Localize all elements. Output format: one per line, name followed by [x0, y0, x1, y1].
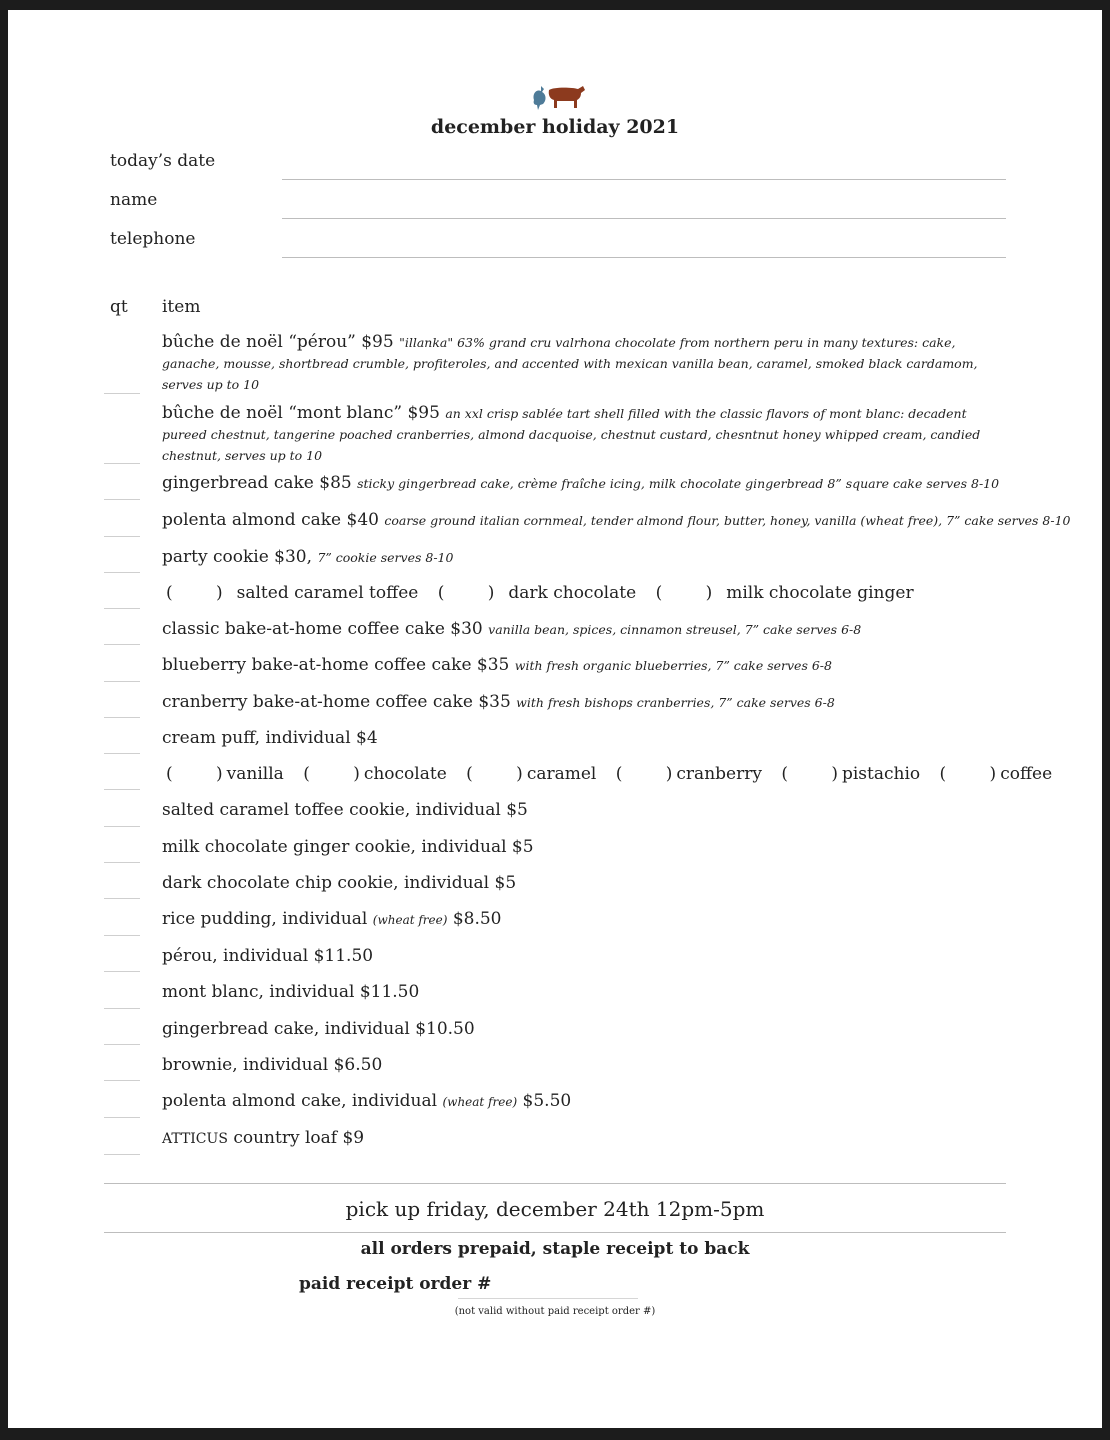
option-label: pistachio — [841, 764, 921, 784]
item-column-header: item — [162, 297, 201, 317]
quantity-field[interactable] — [104, 1044, 140, 1045]
item-description: "illanka" 63% grand cru valrhona chocolate from northern peru in many textures: cake, ganache, mousse, shortbread crumble, profiteroles, and accented with mexican vanilla bean, caramel, smoked black cardamom, serves up to 10 — [162, 335, 978, 392]
item-name: polenta almond cake, individual — [162, 1091, 438, 1111]
item-name: blueberry bake-at-home coffee cake $35 — [162, 655, 510, 675]
item-name: salted caramel toffee cookie, individual $5 — [162, 800, 528, 820]
option-label: milk chocolate ginger — [726, 583, 914, 603]
item-brand: ATTICUS — [162, 1131, 228, 1147]
receipt-note: (not valid without paid receipt order #) — [454, 1306, 656, 1317]
item-name: pérou, individual $11.50 — [162, 946, 374, 966]
list-item — [162, 473, 1000, 494]
item-name: brownie, individual $6.50 — [162, 1055, 383, 1075]
item-name: classic bake-at-home coffee cake $30 — [162, 619, 483, 639]
item-name: bûche de noël “mont blanc” $95 — [162, 403, 440, 423]
option-label: coffee — [1000, 764, 1053, 784]
list-item — [162, 946, 992, 967]
list-item — [162, 1128, 992, 1150]
quantity-field[interactable] — [104, 1008, 140, 1009]
option-label: dark chocolate — [508, 583, 637, 603]
quantity-field[interactable] — [104, 898, 140, 899]
quantity-field[interactable] — [104, 789, 140, 790]
list-item — [162, 510, 1071, 531]
divider — [104, 1183, 1006, 1184]
todays-date-field[interactable] — [282, 179, 1006, 180]
option-label: caramel — [526, 764, 597, 784]
option-checkbox[interactable]: ( ) — [615, 764, 673, 784]
option-label: vanilla — [226, 764, 284, 784]
quantity-field[interactable] — [104, 393, 140, 394]
item-description: vanilla bean, spices, cinnamon streusel, 7” cake serves 6-8 — [488, 622, 862, 637]
item-price: $8.50 — [452, 909, 502, 929]
list-item — [162, 1091, 992, 1113]
item-name: milk chocolate ginger cookie, individual $5 — [162, 837, 534, 857]
item-description: sticky gingerbread cake, crème fraîche icing, milk chocolate gingerbread 8” square cake serves 8-10 — [357, 476, 1000, 491]
option-label: chocolate — [363, 764, 447, 784]
item-description: an xxl crisp sablée tart shell filled with the classic flavors of mont blanc: decadent pureed chestnut, tangerine poached cranberries, almond dacquoise, chestnut custard, chesntnut honey whipped cream, candied chestnut, serves up to 10 — [162, 406, 981, 463]
list-item — [162, 982, 992, 1003]
party-cookie-options — [166, 583, 996, 604]
item-name: dark chocolate chip cookie, individual $5 — [162, 873, 517, 893]
name-field[interactable] — [282, 218, 1006, 219]
quantity-field[interactable] — [104, 717, 140, 718]
quantity-field[interactable] — [104, 826, 140, 827]
option-checkbox[interactable]: ( ) — [781, 764, 838, 784]
bird-icon — [534, 86, 546, 110]
item-name: polenta almond cake $40 — [162, 510, 379, 530]
qty-column-header: qt — [110, 297, 128, 317]
item-name: cranberry bake-at-home coffee cake $35 — [162, 692, 511, 712]
item-note: (wheat free) — [372, 913, 448, 927]
name-label: name — [110, 190, 158, 210]
quantity-field[interactable] — [104, 499, 140, 500]
item-name: mont blanc, individual $11.50 — [162, 982, 420, 1002]
quantity-field[interactable] — [104, 536, 140, 537]
item-description: with fresh bishops cranberries, 7” cake serves 6-8 — [516, 695, 835, 710]
option-checkbox[interactable]: ( ) — [655, 583, 713, 603]
option-label: cranberry — [676, 764, 762, 784]
item-price: $5.50 — [522, 1091, 572, 1111]
list-item — [162, 655, 992, 676]
cream-puff-options — [166, 764, 1053, 785]
pickup-info: pick up friday, december 24th 12pm-5pm — [345, 1197, 765, 1221]
telephone-field[interactable] — [282, 257, 1006, 258]
quantity-field[interactable] — [104, 572, 140, 573]
item-name: country loaf $9 — [233, 1128, 365, 1148]
telephone-label: telephone — [110, 229, 196, 249]
list-item — [162, 909, 992, 931]
page-title: december holiday 2021 — [430, 116, 680, 138]
item-name: rice pudding, individual — [162, 909, 368, 929]
option-checkbox[interactable]: ( ) — [437, 583, 495, 603]
list-item — [162, 728, 992, 749]
quantity-field[interactable] — [104, 1154, 140, 1155]
divider — [104, 1232, 1006, 1233]
todays-date-label: today’s date — [110, 151, 216, 171]
option-checkbox[interactable]: ( ) — [939, 764, 997, 784]
receipt-number-field[interactable] — [458, 1298, 638, 1299]
list-item — [162, 692, 992, 713]
item-description: coarse ground italian cornmeal, tender almond flour, butter, honey, vanilla (wheat free), 7” cake serves 8-10 — [384, 513, 1071, 528]
item-description: with fresh organic blueberries, 7” cake serves 6-8 — [514, 658, 832, 673]
quantity-field[interactable] — [104, 862, 140, 863]
quantity-field[interactable] — [104, 608, 140, 609]
quantity-field[interactable] — [104, 935, 140, 936]
list-item — [162, 800, 992, 821]
quantity-field[interactable] — [104, 1080, 140, 1081]
quantity-field[interactable] — [104, 681, 140, 682]
quantity-field[interactable] — [104, 753, 140, 754]
item-description: 7” cookie serves 8-10 — [317, 550, 454, 565]
prepaid-notice: all orders prepaid, staple receipt to back — [360, 1239, 750, 1259]
list-item — [162, 873, 992, 894]
order-form-page — [8, 10, 1102, 1428]
item-name: bûche de noël “pérou” $95 — [162, 332, 394, 352]
item-name: cream puff, individual $4 — [162, 728, 378, 748]
item-note: (wheat free) — [442, 1095, 518, 1109]
list-item — [162, 547, 992, 568]
receipt-label: paid receipt order # — [299, 1274, 492, 1294]
option-checkbox[interactable]: ( ) — [166, 583, 223, 603]
quantity-field[interactable] — [104, 971, 140, 972]
quantity-field[interactable] — [104, 1117, 140, 1118]
item-name: gingerbread cake $85 — [162, 473, 352, 493]
cow-icon — [549, 86, 585, 108]
item-name: party cookie $30, — [162, 547, 313, 567]
list-item — [162, 619, 992, 640]
list-item — [162, 403, 992, 466]
list-item — [162, 1019, 992, 1040]
list-item — [162, 1055, 992, 1076]
list-item — [162, 837, 992, 858]
option-checkbox[interactable]: ( ) — [466, 764, 523, 784]
list-item — [162, 332, 992, 395]
item-name: gingerbread cake, individual $10.50 — [162, 1019, 475, 1039]
quantity-field[interactable] — [104, 463, 140, 464]
option-label: salted caramel toffee — [236, 583, 419, 603]
quantity-field[interactable] — [104, 644, 140, 645]
option-checkbox[interactable]: ( ) — [303, 764, 360, 784]
logo — [528, 78, 588, 112]
option-checkbox[interactable]: ( ) — [166, 764, 223, 784]
